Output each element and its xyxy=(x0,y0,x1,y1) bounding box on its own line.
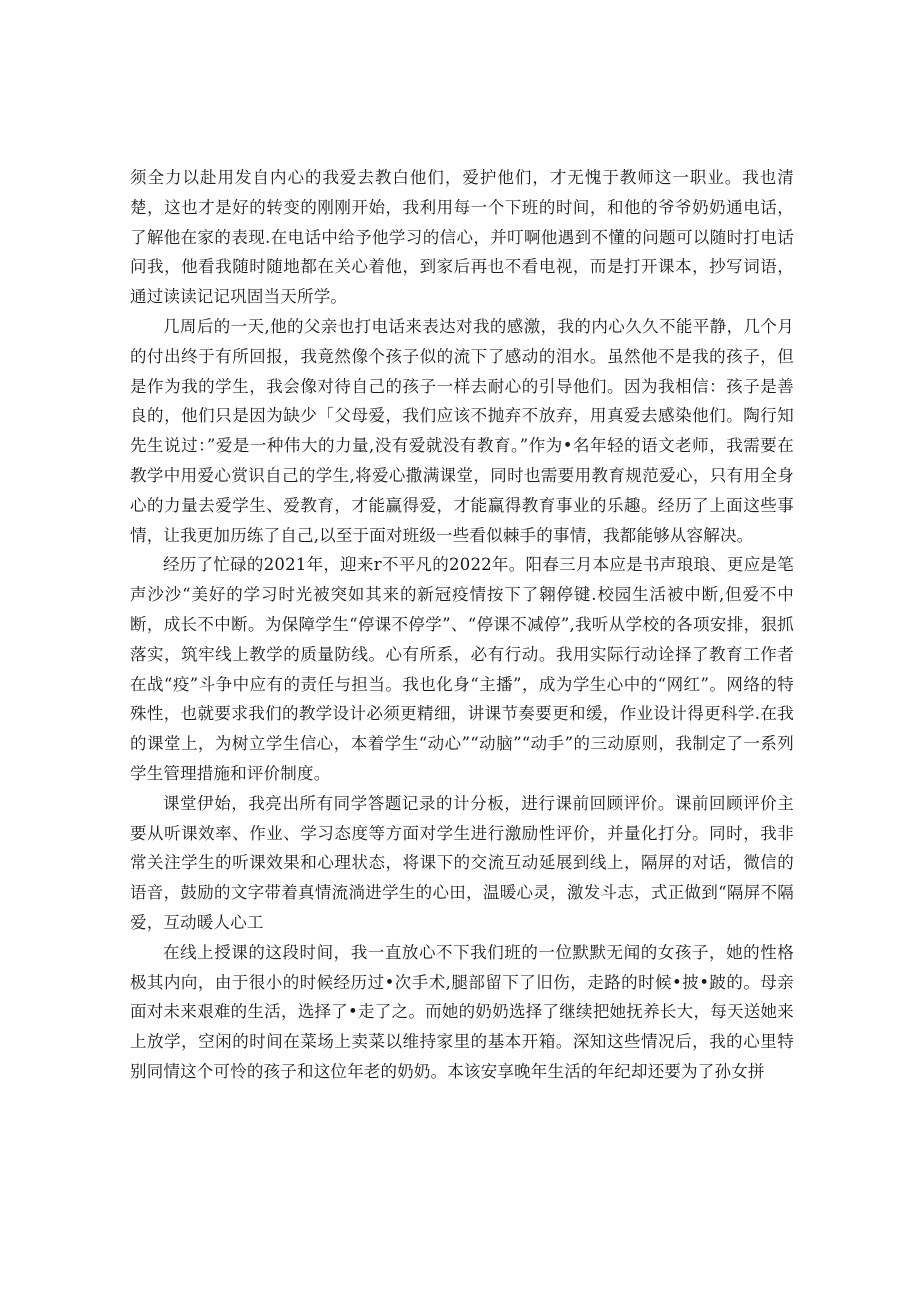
paragraph-2: 几周后的一天,他的父亲也打电话来表达对我的感激，我的内心久久不能平静，几个月的付出终于有所回报，我竟然像个孩子似的流下了感动的泪水。虽然他不是我的孩子，但是作为我的学生，我会像对待自己的孩子一样去耐心的引导他们。因为我相信：孩子是善良的，他们只是因为缺少「父母爱，我们应该不抛弃不放弃，用真爱去感染他们。陶行知先生说过：”爱是一种伟大的力量,没有爱就没有教育。”作为•名年轻的语文老师，我需要在教学中用爱心赏识自己的学生,将爱心撒满课堂，同时也需要用教育规范爱心，只有用全身心的力量去爱学生、爱教育，才能赢得爱，才能赢得教育事业的乐趣。经历了上面这些事情，让我更加历练了自己,以至于面对班级一些看似棘手的事情，我都能够从容解决。 xyxy=(130,316,794,545)
paragraph-1: 须全力以赴用发自内心的我爱去教白他们，爱护他们，才无愧于教师这一职业。我也清楚，这也才是好的转变的刚刚开始，我利用每一个下班的时间，和他的爷爷奶奶通电话，了解他在家的表现.在电话中给予他学习的信心，并叮啊他遇到不懂的问题可以随时打电话问我，他看我随时随地都在关心着他，到家后再也不看电视，而是打开课本，抄写词语，通过读读记记巩固当天所学。 xyxy=(130,168,794,307)
paragraph-4: 课堂伊始，我亮出所有同学答题记录的计分板，进行课前回顾评价。课前回顾评价主要从听课效率、作业、学习态度等方面对学生进行激励性评价，并量化打分。同时，我非常关注学生的听课效果和心理状态，将课下的交流互动延展到线上，隔屏的对话，微信的语音，鼓励的文字带着真情流淌进学生的心田，温暖心灵，激发斗志，式正做到“隔屏不隔爱，互动暖人心工 xyxy=(130,793,794,932)
paragraph-3: 经历了忙碌的2021年，迎来r不平凡的2022年。阳春三月本应是书声琅琅、更应是笔声沙沙“美好的学习时光被突如其来的新冠疫情按下了翱停键.校园生活被中断,但爱不中断，成长不中断。为保障学生“停课不停学”、“停课不减停”,我听从学校的各项安排，狠抓落实，筑牢线上教学的质量防线。心有所系，必有行动。我用实际行动诠择了教育工作者在战“疫”斗争中应有的责任与担当。我也化身“主播”，成为学生心中的“网红”。网络的特殊性，也就要求我们的教学设计必须更精细，讲课节奏要更和缓，作业设计得更科学.在我的课堂上，为树立学生信心，本着学生“动心”“动脑”“动手”的三动原则，我制定了一系列学生管理措施和评价制度。 xyxy=(130,555,794,783)
document-body xyxy=(130,163,794,1087)
paragraph-5: 在线上授课的这段时间，我一直放心不下我们班的一位默默无闻的女孩子，她的性格极其内向，由于很小的时候经历过•次手术,腿部留下了旧伤，走路的时候•披•跛的。母亲面对未来艰难的生活，选择了•走了之。而她的奶奶选择了继续把她抚养长大，每天送她来上放学，空闲的时间在菜场上卖菜以维持家里的基本开箱。深知这些情况后，我的心里特别同情这个可怜的孩子和这位年老的奶奶。本该安享晚年生活的年纪却还要为了孙女拼 xyxy=(130,942,794,1081)
